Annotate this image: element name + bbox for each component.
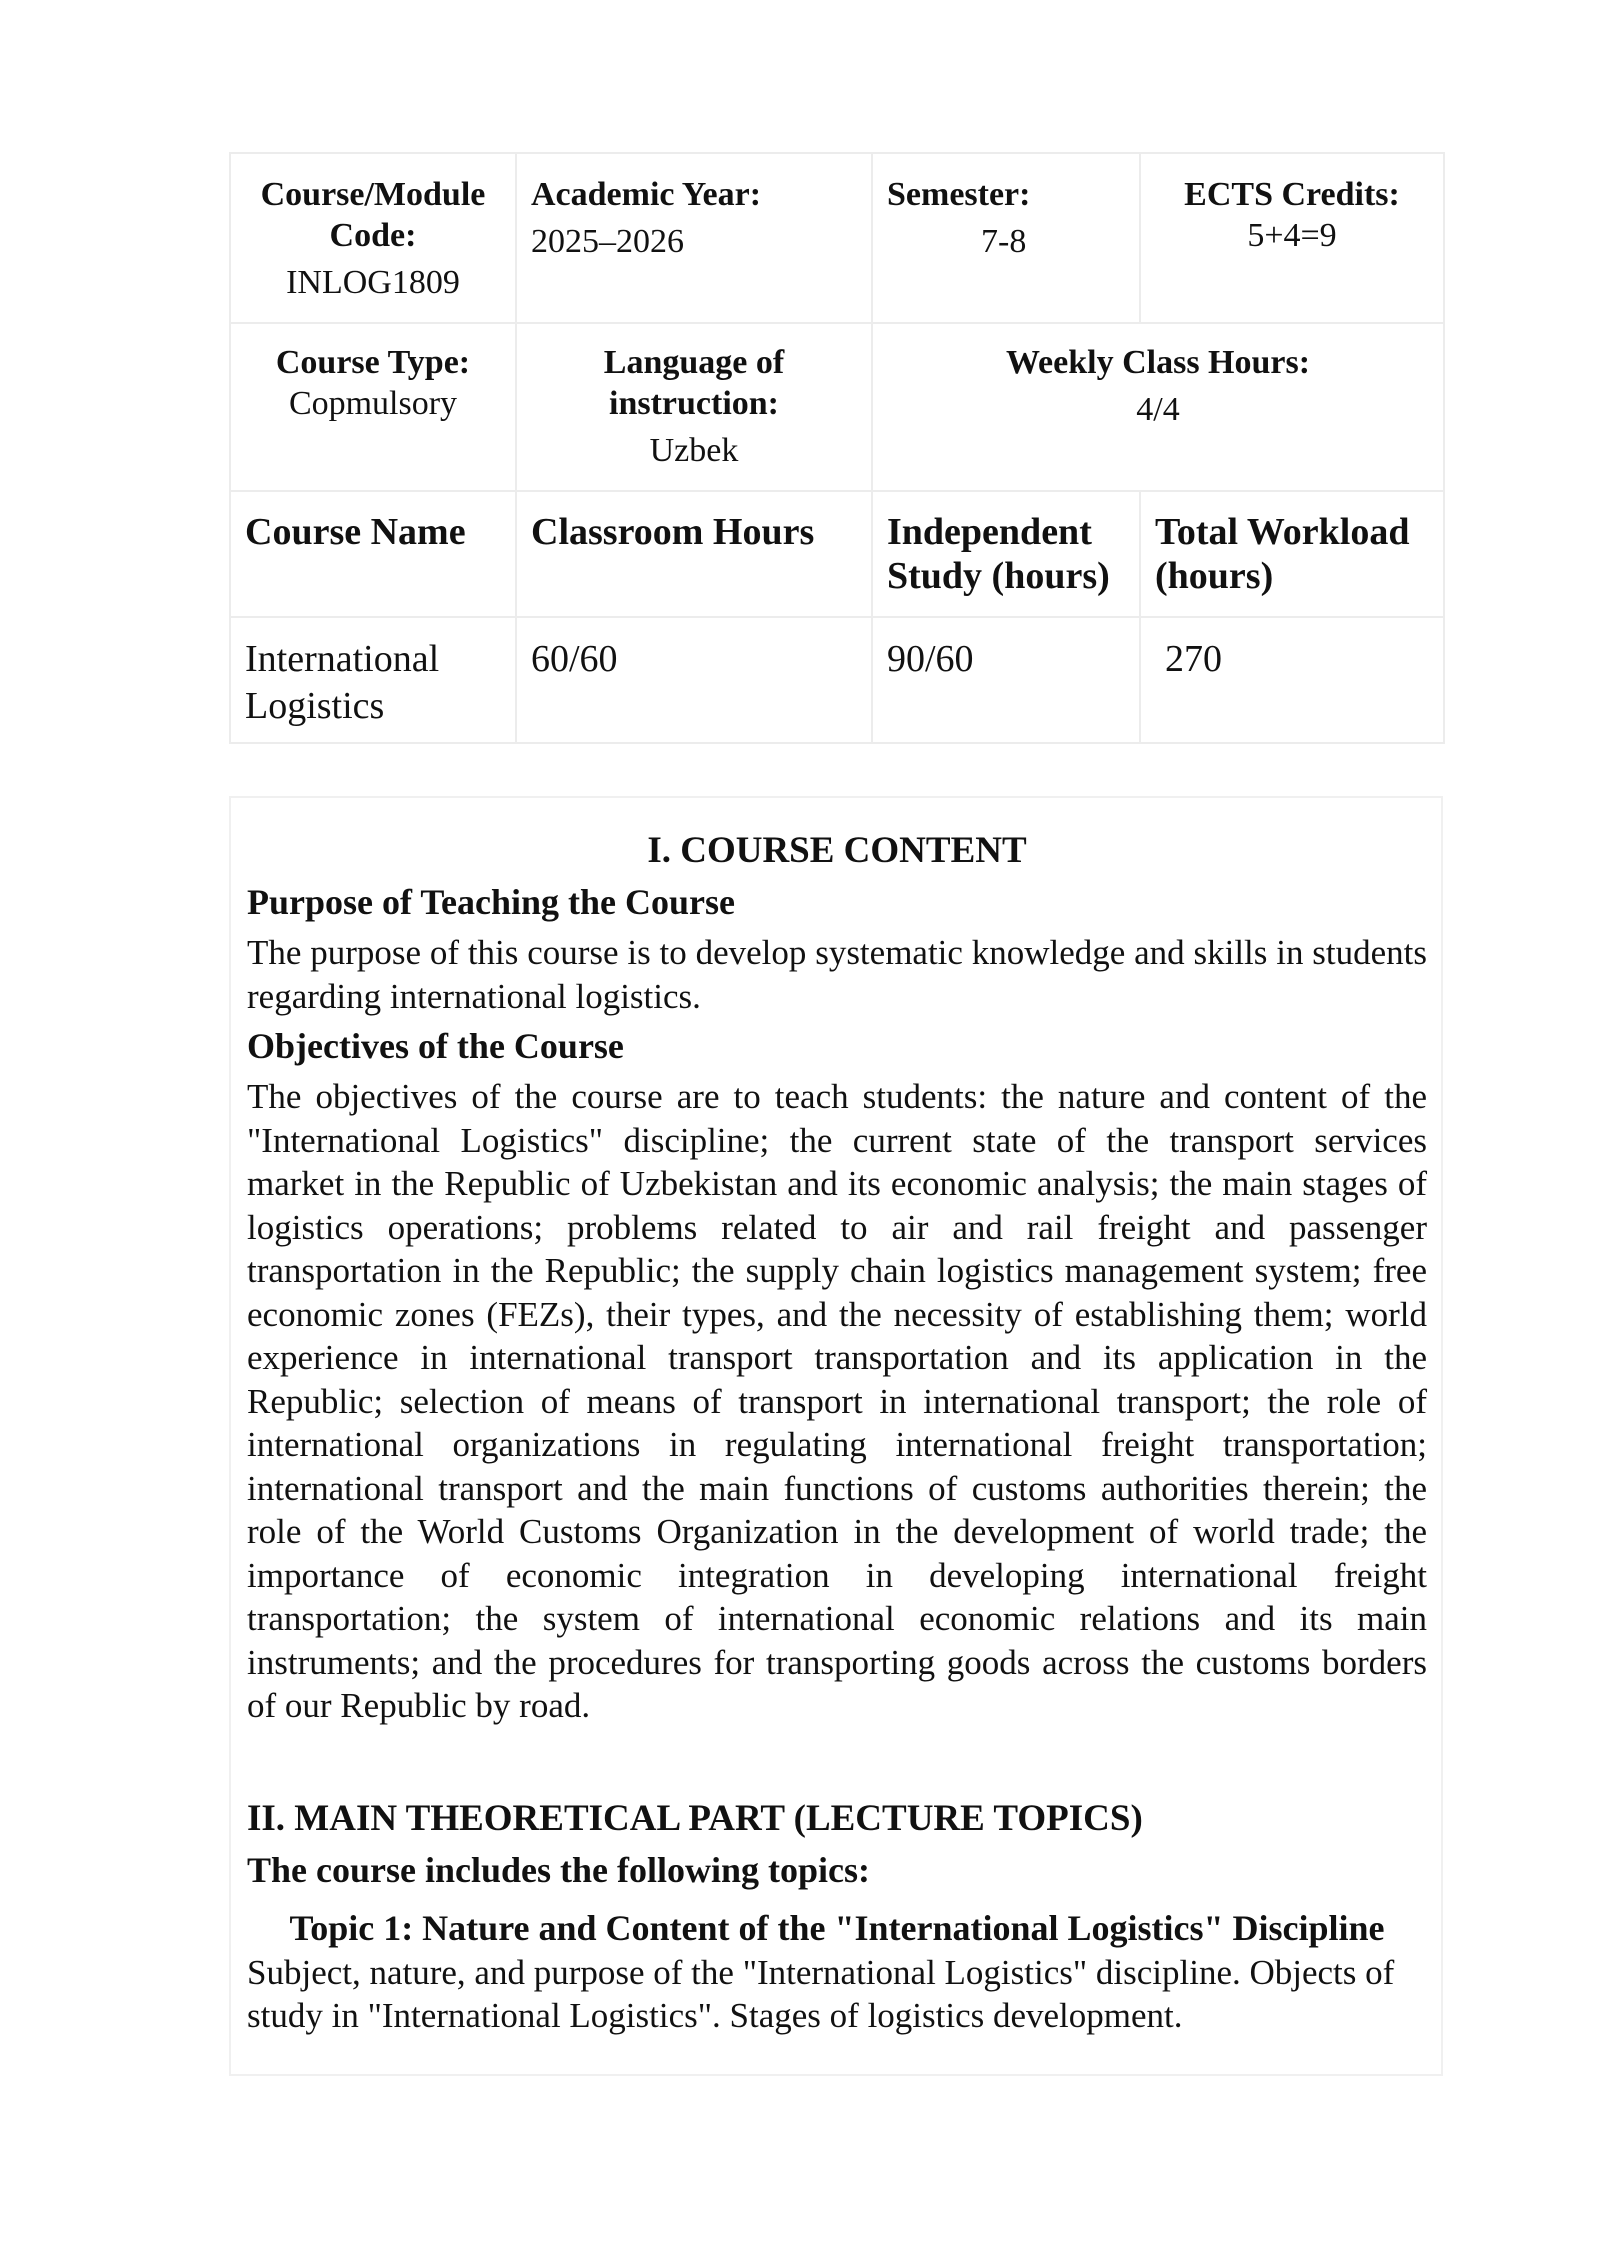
weekly-hours-value: 4/4 bbox=[1136, 391, 1180, 428]
classroom-hours-value: 60/60 bbox=[531, 638, 618, 680]
weekly-hours-cell bbox=[872, 323, 1444, 491]
header-cell-independent-study bbox=[872, 491, 1140, 617]
cell-course-name bbox=[230, 617, 516, 743]
cell-classroom-hours bbox=[516, 617, 872, 743]
course-name-value: International Logistics bbox=[245, 638, 440, 727]
course-code-label: Course/Module Code: bbox=[260, 176, 486, 254]
semester-value: 7-8 bbox=[981, 223, 1027, 260]
header-cell-classroom-hours bbox=[516, 491, 872, 617]
topic-1-text: Subject, nature, and purpose of the "International Logistics" discipline. Objects of study in "International Logistics". Stages of logistics development. bbox=[247, 1952, 1395, 2035]
purpose-text: The purpose of this course is to develop systematic knowledge and skills in students regarding international logistics. bbox=[247, 933, 1427, 1016]
academic-year-label: Academic Year: bbox=[531, 176, 762, 213]
purpose-heading: Purpose of Teaching the Course bbox=[247, 882, 736, 922]
section-two-title: II. MAIN THEORETICAL PART (LECTURE TOPICS) bbox=[247, 1797, 1143, 1839]
ects-value: 5+4=9 bbox=[1247, 217, 1337, 254]
semester-cell bbox=[872, 153, 1140, 323]
cell-total-workload bbox=[1140, 617, 1444, 743]
course-code-cell bbox=[230, 153, 516, 323]
header-cell-course-name bbox=[230, 491, 516, 617]
cell-independent-study bbox=[872, 617, 1140, 743]
course-content-box bbox=[229, 796, 1443, 2076]
header-independent-study: Independent Study (hours) bbox=[887, 511, 1110, 597]
language-label: Language of instruction: bbox=[603, 344, 785, 422]
objectives-heading: Objectives of the Course bbox=[247, 1026, 624, 1066]
semester-label: Semester: bbox=[887, 176, 1031, 213]
course-type-value: Copmulsory bbox=[288, 385, 458, 422]
course-info-table bbox=[229, 152, 1445, 744]
topics-intro: The course includes the following topics: bbox=[247, 1849, 871, 1890]
header-total-workload: Total Workload (hours) bbox=[1155, 511, 1410, 597]
ects-cell bbox=[1140, 153, 1444, 323]
weekly-hours-label: Weekly Class Hours: bbox=[1005, 344, 1311, 381]
table-row bbox=[230, 617, 1444, 743]
header-classroom-hours: Classroom Hours bbox=[531, 511, 815, 553]
academic-year-value: 2025–2026 bbox=[531, 223, 684, 260]
table-header-row bbox=[230, 491, 1444, 617]
header-course-name: Course Name bbox=[245, 511, 466, 553]
header-cell-total-workload bbox=[1140, 491, 1444, 617]
objectives-text: The objectives of the course are to teach students: the nature and content of the "International Logistics" discipline; the current state of the transport services market in the Republic of Uzbekistan and its economic analysis; the main stages of logistics operations; problems related to air and rail freight and passenger transportation in the Republic; the supply chain logistics management system; free economic zones (FEZs), their types, and the necessity of establishing them; world experience in international transport transportation and its application in the Republic; selection of means of transport in international transport; the role of international organizations in regulating international freight transportation; international transport and the main functions of customs authorities therein; the role of the World Customs Organization in the development of world trade; the importance of economic integration in developing international freight transportation; the system of international economic relations and its main instruments; and the procedures for transporting goods across the customs borders of our Republic by road. bbox=[247, 1077, 1427, 1725]
course-code-value: INLOG1809 bbox=[286, 264, 460, 301]
independent-study-value: 90/60 bbox=[887, 638, 974, 680]
section-one-title: I. COURSE CONTENT bbox=[647, 830, 1027, 871]
topic-1-title: Topic 1: Nature and Content of the "International Logistics" Discipline bbox=[289, 1907, 1385, 1948]
total-workload-value: 270 bbox=[1165, 638, 1222, 680]
language-cell bbox=[516, 323, 872, 491]
ects-label: ECTS Credits: bbox=[1184, 176, 1400, 213]
course-type-label: Course Type: bbox=[275, 344, 471, 381]
info-row-2 bbox=[230, 323, 1444, 491]
academic-year-cell bbox=[516, 153, 872, 323]
language-value: Uzbek bbox=[649, 432, 739, 469]
info-row-1 bbox=[230, 153, 1444, 323]
course-type-cell bbox=[230, 323, 516, 491]
